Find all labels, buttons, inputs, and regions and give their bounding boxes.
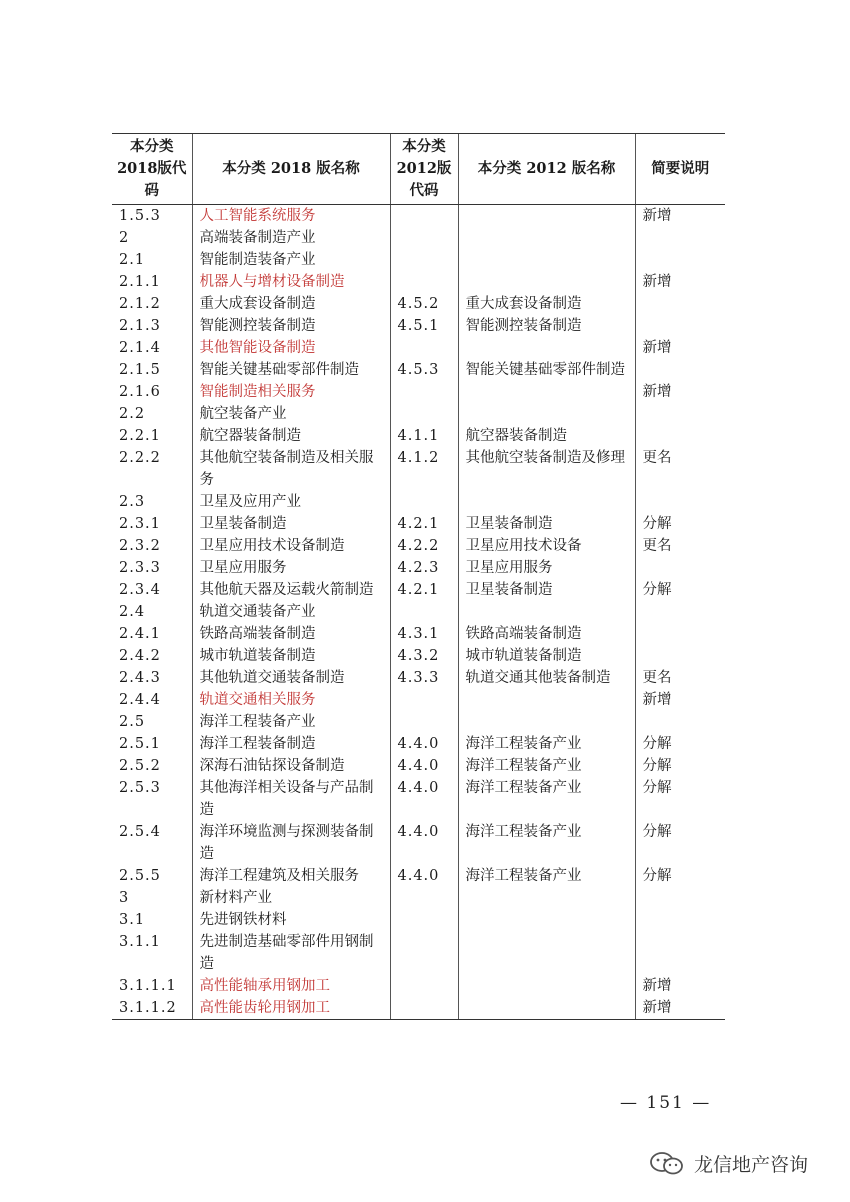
cell-code2018: 2.1.5 [119,362,161,378]
cell-note [635,623,725,645]
cell-name2012 [458,205,635,228]
table-row [112,601,725,623]
cell-name2012: 海洋工程装备产业 [458,755,635,777]
cell-note: 新增 [635,381,725,403]
cell-code2012 [390,997,458,1020]
cell-code2018: 2.2.2 [119,450,161,466]
table-row [112,667,725,689]
cell-name2012: 海洋工程装备产业 [458,733,635,755]
cell-code2018: 3.1.1.2 [112,997,192,1020]
cell-code2018: 1.5.3 [119,208,161,224]
cell-name2018: 先进钢铁材料 [192,909,390,931]
table-row [112,623,725,645]
cell-name2012 [458,887,635,909]
cell-name2012 [458,601,635,623]
cell-code2012: 4.2.2 [390,535,458,557]
cell-name2018: 海洋工程建筑及相关服务 [192,865,390,887]
cell-name2012 [458,271,635,293]
cell-code2018: 2.1.3 [119,318,161,334]
table-row [112,909,725,931]
cell-code2018: 2.1.1 [119,274,161,290]
cell-code2012 [390,689,458,711]
cell-name2012: 其他航空装备制造及修理 [458,447,635,491]
table-row [112,557,725,579]
cell-code2012 [390,271,458,293]
cell-name2018: 卫星及应用产业 [192,491,390,513]
cell-name2018: 智能制造装备产业 [192,249,390,271]
cell-code2012: 4.2.1 [390,579,458,601]
cell-name2012: 铁路高端装备制造 [458,623,635,645]
cell-note [635,601,725,623]
watermark-text: 龙信地产咨询 [694,1154,809,1176]
cell-note: 新增 [635,975,725,997]
cell-code2012 [390,975,458,997]
cell-code2018: 2.4 [119,604,146,620]
table-row [112,403,725,425]
cell-code2012 [390,337,458,359]
cell-name2012: 轨道交通其他装备制造 [458,667,635,689]
cell-name2018: 卫星装备制造 [192,513,390,535]
cell-name2018: 航空装备产业 [192,403,390,425]
cell-name2018: 城市轨道装备制造 [192,645,390,667]
cell-note: 新增 [635,271,725,293]
cell-code2012 [390,909,458,931]
cell-name2012: 海洋工程装备产业 [458,821,635,865]
cell-note [635,293,725,315]
cell-code2018: 2.5.4 [119,824,161,840]
classification-table [112,133,725,1020]
page-number: — 151 — [620,1093,712,1113]
table-row [112,777,725,821]
cell-code2018: 3 [119,890,130,906]
cell-note [635,887,725,909]
table-row [112,249,725,271]
cell-code2012: 4.4.0 [390,777,458,821]
cell-note [635,425,725,447]
cell-note: 分解 [635,755,725,777]
cell-name2012: 海洋工程装备产业 [458,777,635,821]
cell-note: 新增 [635,689,725,711]
cell-code2012: 4.3.1 [390,623,458,645]
table-row [112,689,725,711]
cell-name2018: 航空器装备制造 [192,425,390,447]
cell-name2018: 铁路高端装备制造 [192,623,390,645]
cell-name2018: 海洋工程装备产业 [192,711,390,733]
cell-code2018: 2.3.1 [119,516,161,532]
cell-code2012: 4.4.0 [390,865,458,887]
cell-name2012 [458,909,635,931]
table-row [112,447,725,491]
cell-note [635,711,725,733]
cell-code2018: 3.1.1.1 [119,978,177,994]
cell-name2012: 卫星应用技术设备 [458,535,635,557]
cell-note: 分解 [635,777,725,821]
table-row [112,513,725,535]
cell-note: 分解 [635,865,725,887]
table-row [112,425,725,447]
table-row [112,821,725,865]
cell-note [635,359,725,381]
cell-name2012 [458,711,635,733]
cell-code2012 [390,887,458,909]
cell-name2018: 轨道交通装备产业 [192,601,390,623]
table-row [112,579,725,601]
cell-code2018: 2.5.1 [119,736,161,752]
cell-note [635,315,725,337]
cell-code2012: 4.2.1 [390,513,458,535]
cell-name2018: 智能关键基础零部件制造 [192,359,390,381]
cell-name2012 [458,689,635,711]
cell-note [635,249,725,271]
cell-name2018: 其他航空装备制造及相关服务 [192,447,390,491]
cell-note: 更名 [635,447,725,491]
cell-code2018: 3.1 [119,912,146,928]
cell-code2012: 4.1.2 [390,447,458,491]
cell-name2018: 卫星应用技术设备制造 [192,535,390,557]
table-row [112,381,725,403]
header-code-2018: 本分类2018版代码 [112,134,192,205]
cell-code2012 [390,711,458,733]
table-row [112,865,725,887]
table-row [112,337,725,359]
header-note: 简要说明 [635,134,725,205]
cell-code2012 [390,403,458,425]
table-row [112,205,725,228]
cell-name2012: 重大成套设备制造 [458,293,635,315]
cell-code2018: 2.3 [119,494,146,510]
header-name-2018: 本分类 2018 版名称 [192,134,390,205]
cell-code2012: 4.5.1 [390,315,458,337]
cell-name2018: 先进制造基础零部件用钢制造 [192,931,390,975]
cell-code2012: 4.5.3 [390,359,458,381]
cell-note [635,557,725,579]
cell-code2012: 4.3.3 [390,667,458,689]
cell-code2012 [390,381,458,403]
table-body [112,205,725,1020]
cell-name2012 [458,975,635,997]
cell-code2018: 2 [119,230,130,246]
cell-note: 更名 [635,535,725,557]
cell-name2012: 卫星装备制造 [458,513,635,535]
cell-name2012 [458,337,635,359]
cell-code2012 [390,249,458,271]
cell-code2018: 2.4.4 [119,692,161,708]
cell-code2018: 2.2 [119,406,146,422]
cell-code2018: 2.1.2 [119,296,161,312]
cell-code2012: 4.5.2 [390,293,458,315]
cell-note [635,491,725,513]
cell-note [635,645,725,667]
table-row [112,931,725,975]
cell-name2018: 智能测控装备制造 [192,315,390,337]
table-row [112,645,725,667]
cell-name2018: 海洋环境监测与探测装备制造 [192,821,390,865]
cell-code2018: 2.4.2 [119,648,161,664]
cell-code2018: 2.3.2 [119,538,161,554]
cell-note [635,909,725,931]
cell-note [635,931,725,975]
header-code-2012: 本分类2012版代码 [390,134,458,205]
cell-note: 分解 [635,579,725,601]
cell-code2018: 2.3.4 [119,582,161,598]
cell-name2018: 高性能齿轮用钢加工 [192,997,390,1020]
cell-code2012 [390,491,458,513]
cell-name2018: 其他轨道交通装备制造 [192,667,390,689]
cell-name2018: 卫星应用服务 [192,557,390,579]
cell-note: 新增 [635,337,725,359]
cell-code2018: 2.4.1 [119,626,161,642]
cell-name2018: 海洋工程装备制造 [192,733,390,755]
cell-code2018: 2.1.4 [119,340,161,356]
cell-name2018: 智能制造相关服务 [192,381,390,403]
table-row [112,887,725,909]
cell-name2012 [458,491,635,513]
cell-code2012 [390,227,458,249]
cell-name2018: 其他智能设备制造 [192,337,390,359]
header-name-2012: 本分类 2012 版名称 [458,134,635,205]
cell-code2012: 4.2.3 [390,557,458,579]
cell-name2012: 智能关键基础零部件制造 [458,359,635,381]
table-row [112,711,725,733]
cell-code2012: 4.3.2 [390,645,458,667]
cell-name2012 [458,931,635,975]
cell-name2012 [458,227,635,249]
cell-code2018: 2.4.3 [119,670,161,686]
cell-code2012 [390,931,458,975]
cell-name2012 [458,997,635,1020]
cell-name2018: 其他海洋相关设备与产品制造 [192,777,390,821]
table-row [112,975,725,997]
cell-name2012 [458,381,635,403]
table-row [112,535,725,557]
cell-code2018: 2.2.1 [119,428,161,444]
cell-name2018: 高性能轴承用钢加工 [192,975,390,997]
watermark [648,1150,808,1177]
cell-name2018: 深海石油钻探设备制造 [192,755,390,777]
cell-note: 更名 [635,667,725,689]
cell-name2012: 海洋工程装备产业 [458,865,635,887]
cell-code2012 [390,205,458,228]
table-row [112,315,725,337]
table-row [112,359,725,381]
cell-note: 分解 [635,733,725,755]
cell-name2018: 重大成套设备制造 [192,293,390,315]
cell-name2018: 高端装备制造产业 [192,227,390,249]
table-row [112,997,725,1020]
cell-code2018: 2.5.5 [119,868,161,884]
cell-note: 分解 [635,513,725,535]
cell-name2018: 机器人与增材设备制造 [192,271,390,293]
cell-code2018: 2.5.3 [119,780,161,796]
cell-note [635,403,725,425]
table-row [112,491,725,513]
cell-name2018: 轨道交通相关服务 [192,689,390,711]
cell-name2018: 新材料产业 [192,887,390,909]
table-header-row [112,134,725,205]
cell-code2012: 4.4.0 [390,821,458,865]
cell-code2018: 2.5.2 [119,758,161,774]
cell-note: 分解 [635,821,725,865]
cell-code2018: 2.3.3 [119,560,161,576]
cell-code2012: 4.1.1 [390,425,458,447]
cell-name2012 [458,249,635,271]
table-row [112,755,725,777]
cell-code2018: 2.1 [119,252,146,268]
cell-note [635,227,725,249]
cell-name2012 [458,403,635,425]
cell-name2018: 人工智能系统服务 [192,205,390,228]
cell-code2012 [390,601,458,623]
cell-code2012: 4.4.0 [390,733,458,755]
table-row [112,227,725,249]
cell-note: 新增 [635,997,725,1020]
cell-name2012: 城市轨道装备制造 [458,645,635,667]
cell-code2018: 2.5 [119,714,146,730]
table-row [112,271,725,293]
cell-name2012: 卫星应用服务 [458,557,635,579]
cell-note: 新增 [635,205,725,228]
cell-name2012: 智能测控装备制造 [458,315,635,337]
cell-name2012: 航空器装备制造 [458,425,635,447]
cell-code2012: 4.4.0 [390,755,458,777]
cell-name2012: 卫星装备制造 [458,579,635,601]
wechat-icon [648,1151,688,1177]
table-row [112,293,725,315]
table-row [112,733,725,755]
cell-name2018: 其他航天器及运载火箭制造 [192,579,390,601]
cell-code2018: 3.1.1 [119,934,161,950]
cell-code2018: 2.1.6 [119,384,161,400]
